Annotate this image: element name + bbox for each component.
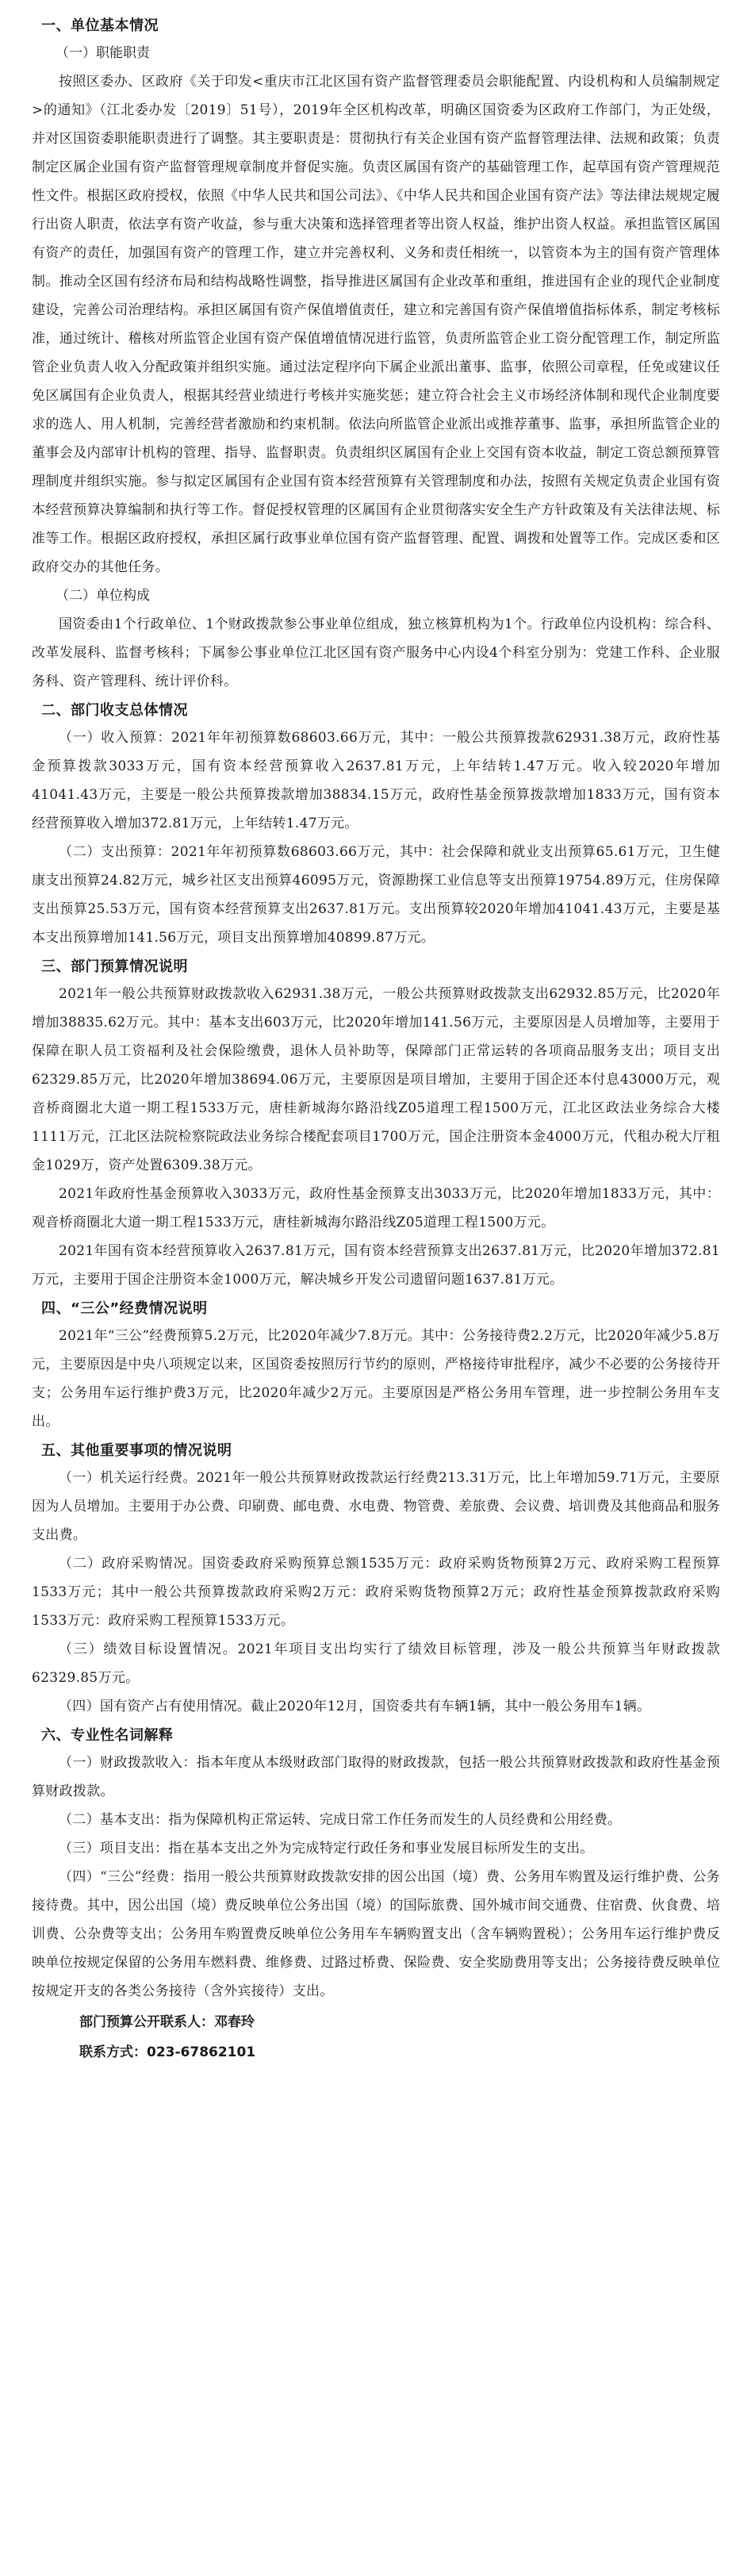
section-heading: 一、单位基本情况	[41, 17, 159, 34]
paragraph: 2021年“三公”经费预算5.2万元，比2020年减少7.8万元。其中：公务接待费2.2万元，比2020年减少5.8万元，主要原因是中央八项规定以来，区国资委按照厉行节约的原则，严格接待审批程序，减少不必要的公务接待开支；公务用车运行维护费3万元，比2020年减少2万元。主要原因是严格公务用车管理，进一步控制公务用车支出。	[32, 1328, 721, 1430]
paragraph: （一）收入预算：2021年年初预算数68603.66万元，其中：一般公共预算拨款62931.38万元，政府性基金预算拨款3033万元，国有资本经营预算收入2637.81万元，上年结转1.47万元。收入较2020年增加41041.43万元，主要是一般公共预算拨款增加38834.15万元，政府性基金预算拨款增加1833万元，国有资本经营预算收入增加372.81万元，上年结转1.47万元。	[32, 730, 720, 831]
subsection-heading: （一）职能职责	[56, 45, 150, 61]
paragraph: 2021年国有资本经营预算收入2637.81万元，国有资本经营预算支出2637.81万元，比2020年增加372.81万元，主要用于国企注册资本金1000万元，解决城乡开发公司遗留问题1637.81万元。	[32, 1243, 720, 1288]
section-heading: 六、专业性名词解释	[41, 1727, 174, 1744]
paragraph: 2021年政府性基金预算收入3033万元，政府性基金预算支出3033万元，比2020年增加1833万元，其中：观音桥商圈北大道一期工程1533万元，唐桂新城海尔路沿线Z05道理工程1500万元。	[32, 1186, 720, 1230]
section-2	[32, 701, 720, 952]
contact-phone: 联系方式：023-67862101	[79, 2044, 256, 2060]
section-heading: 五、其他重要事项的情况说明	[41, 1442, 232, 1459]
paragraph: 按照区委办、区政府《关于印发<重庆市江北区国有资产监督管理委员会职能配置、内设机构和人员编制规定>的通知》（江北委办发〔2019〕51号），2019年全区机构改革，明确区国资委为区政府工作部门，为正处级，并对区国资委职能职责进行了调整。其主要职责是：贯彻执行有关企业国有资产监督管理法律、法规和政策；负责制定区属企业国有资产监督管理规章制度并督促实施。负责区属国有资产的基础管理工作，起草国有资产管理规范性文件。根据区政府授权，依照《中华人民共和国公司法》、《中华人民共和国企业国有资产法》等法律法规规定履行出资人职责，依法享有资产收益，参与重大决策和选择管理者等出资人权益，维护出资人权益。承担监管区属国有资产的责任，加强国有资产的管理工作，建立并完善权利、义务和责任相统一，以管资本为主的国有资产管理体制。推动全区国有经济布局和结构战略性调整，指导推进区属国有企业改革和重组，推进国有企业的现代企业制度建设，完善公司治理结构。承担区属国有资产保值增值责任，建立和完善国有资产保值增值指标体系，制定考核标准，通过统计、稽核对所监管企业国有资产保值增值情况进行监管，负责所监管企业工资分配管理工作，制定所监管企业负责人收入分配政策并组织实施。通过法定程序向下属企业派出董事、监事，依照公司章程，任免或建议任免区属国有企业负责人，根据其经营业绩进行考核并实施奖惩；建立符合社会主义市场经济体制和现代企业制度要求的选人、用人机制，完善经营者激励和约束机制。依法向所监管企业派出或推荐董事、监事，承担所监管企业的董事会及内部审计机构的管理、指导、监督职责。负责组织区属国有企业上交国有资本收益，制定工资总额预算管理制度并组织实施。参与拟定区属国有企业国有资本经营预算有关管理制度和办法，按照有关规定负责企业国有资本经营预算决算编制和执行等工作。督促授权管理的区属国有企业贯彻落实安全生产方针政策及有关法律法规、标准等工作。根据区政府授权，承担区属行政事业单位国有资产监督管理、配置、调拨和处置等工作。完成区委和区政府交办的其他任务。	[32, 74, 720, 575]
paragraph: （三）绩效目标设置情况。2021年项目支出均实行了绩效目标管理，涉及一般公共预算当年财政拨款62329.85万元。	[32, 1641, 720, 1686]
section-heading: 三、部门预算情况说明	[41, 958, 188, 975]
paragraph: （四）国有资产占有使用情况。截止2020年12月，国资委共有车辆1辆，其中一般公务用车1辆。	[59, 1699, 651, 1714]
section-5	[32, 1441, 720, 1721]
section-1	[32, 16, 720, 696]
paragraph: （二）政府采购情况。国资委政府采购预算总额1535万元：政府采购货物预算2万元、政府采购工程预算1533万元；其中一般公共预算拨款政府采购2万元：政府采购货物预算2万元；政府性基金预算拨款政府采购1533万元：政府采购工程预算1533万元。	[32, 1556, 720, 1629]
section-3	[32, 957, 720, 1294]
paragraph: （三）项目支出：指在基本支出之外为完成特定行政任务和事业发展目标所发生的支出。	[59, 1841, 594, 1856]
subsection-heading: （二）单位构成	[56, 588, 150, 604]
section-4	[32, 1299, 720, 1436]
document-body	[32, 16, 720, 2006]
section-heading: 四、“三公”经费情况说明	[41, 1300, 208, 1317]
paragraph: （二）支出预算：2021年年初预算数68603.66万元，其中：社会保障和就业支出预算65.61万元，卫生健康支出预算24.82万元，城乡社区支出预算46095万元，资源勘探工业信息等支出预算19754.89万元，住房保障支出预算25.53万元，国有资本经营预算支出2637.81万元。支出预算较2020年增加41041.43万元，主要是基本支出预算增加141.56万元，项目支出预算增加40899.87万元。	[32, 844, 720, 946]
paragraph: （四）“三公”经费：指用一般公共预算财政拨款安排的因公出国（境）费、公务用车购置及运行维护费、公务接待费。其中，因公出国（境）费反映单位公务出国（境）的国际旅费、国外城市间交通费、住宿费、伙食费、培训费、公杂费等支出；公务用车购置费反映单位公务用车车辆购置支出（含车辆购置税）；公务用车运行维护费反映单位按规定保留的公务用车燃料费、维修费、过路过桥费、保险费、安全奖励费用等支出；公务接待费反映单位按规定开支的各类公务接待（含外宾接待）支出。	[32, 1869, 720, 1999]
paragraph: 国资委由1个行政单位、1个财政拨款参公事业单位组成，独立核算机构为1个。行政单位内设机构：综合科、改革发展科、监督考核科；下属参公事业单位江北区国有资产服务中心内设4个科室分别为：党建工作科、企业服务科、资产管理科、统计评价科。	[32, 616, 720, 689]
paragraph: （一）财政拨款收入：指本年度从本级财政部门取得的财政拨款，包括一般公共预算财政拨款和政府性基金预算财政拨款。	[32, 1755, 720, 1799]
section-6	[32, 1726, 720, 2006]
paragraph: （二）基本支出：指为保障机构正常运转、完成日常工作任务而发生的人员经费和公用经费。	[59, 1812, 622, 1828]
contact-person: 部门预算公开联系人：邓春玲	[79, 2014, 255, 2030]
paragraph: （一）机关运行经费。2021年一般公共预算财政拨款运行经费213.31万元，比上年增加59.71万元，主要原因为人员增加。主要用于办公费、印刷费、邮电费、水电费、物管费、差旅费、会议费、培训费及其他商品和服务支出费。	[32, 1470, 720, 1543]
section-heading: 二、部门收支总体情况	[41, 702, 188, 719]
paragraph: 2021年一般公共预算财政拨款收入62931.38万元，一般公共预算财政拨款支出62932.85万元，比2020年增加38835.62万元。其中：基本支出603万元，比2020年增加141.56万元，主要原因是人员增加等，主要用于保障在职人员工资福利及社会保险缴费，退休人员补助等，保障部门正常运转的各项商品服务支出；项目支出62329.85万元，比2020年增加38694.06万元，主要原因是项目增加，主要用于国企还本付息43000万元，观音桥商圈北大道一期工程1533万元，唐桂新城海尔路沿线Z05道理工程1500万元，江北区政法业务综合大楼1111万元，江北区法院检察院政法业务综合楼配套项目1700万元，国企注册资本金4000万元，代租办税大厅租金1029万，资产处置6309.38万元。	[32, 986, 720, 1173]
